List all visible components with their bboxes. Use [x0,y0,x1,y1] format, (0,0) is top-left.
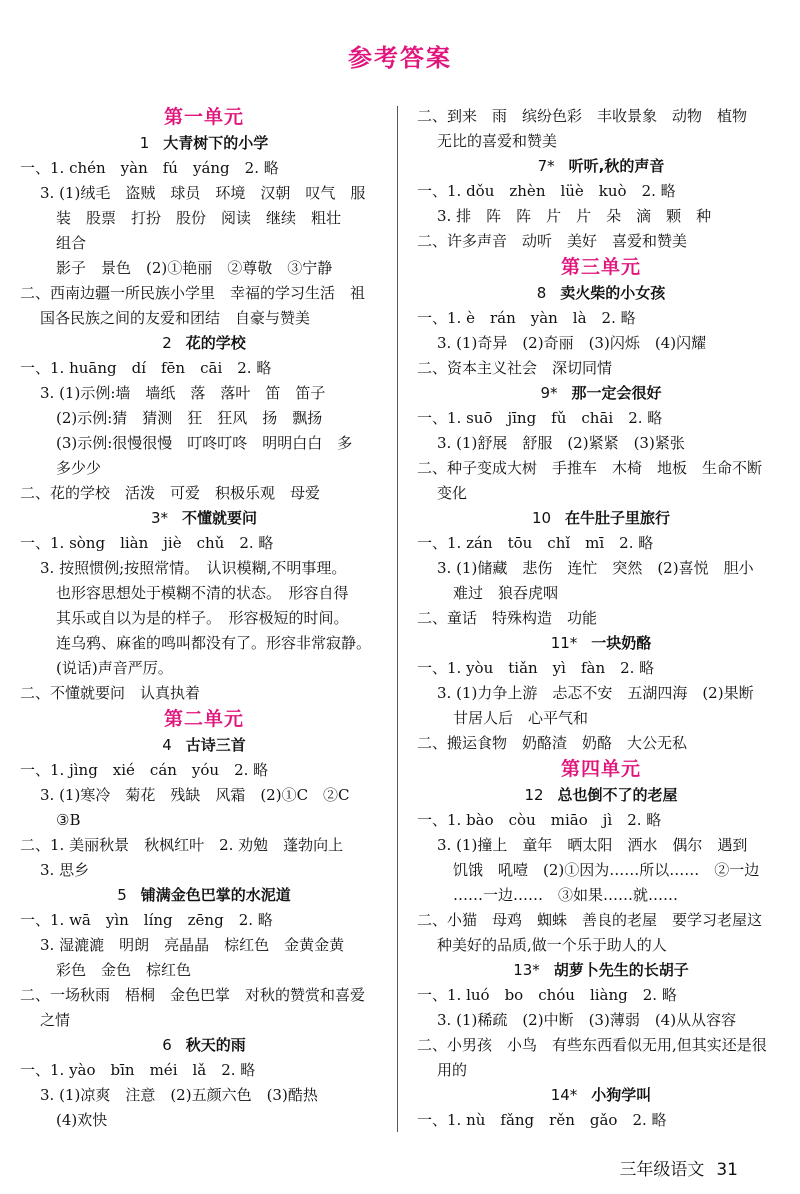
lesson-number: 14* [550,1086,578,1104]
answer-line: 二、种子变成大树 手推车 木椅 地板 生命不断 [417,459,763,477]
answer-line: ③B [56,811,81,829]
answer-line: 二、1. 美丽秋景 秋枫红叶 2. 劝勉 蓬勃向上 [20,836,344,854]
answer-line: 影子 景色 (2)①艳丽 ②尊敬 ③宁静 [56,259,333,277]
answer-line: 一、1. nù fǎng rěn gǎo 2. 略 [417,1111,667,1129]
lesson-number: 12 [524,786,544,804]
lesson-heading [417,154,785,179]
lesson-heading [417,783,785,808]
answer-line: ……一边…… ③如果……就…… [453,886,679,904]
answer-line: 一、1. dǒu zhèn lüè kuò 2. 略 [417,182,676,200]
lesson-heading [417,381,785,406]
answer-line: 3. (1)凉爽 注意 (2)五颜六色 (3)酷热 [40,1086,318,1104]
answer-line: 3. (1)撞上 童年 晒太阳 洒水 偶尔 遇到 [437,836,748,854]
lesson-title: 听听,秋的声音 [568,157,665,175]
answer-line: 甘居人后 心平气和 [453,709,589,727]
answer-line: 二、小猫 母鸡 蜘蛛 善良的老屋 要学习老屋这 [417,911,763,929]
answer-line: 3. (1)奇异 (2)奇丽 (3)闪烁 (4)闪耀 [437,334,707,352]
answer-line: 二、到来 雨 缤纷色彩 丰收景象 动物 植物 [417,107,748,125]
lesson-title: 一块奶酪 [591,634,652,652]
answer-line: (2)示例:猜 猜测 狂 狂风 扬 飘扬 [56,409,323,427]
lesson-heading [20,883,388,908]
lesson-heading [20,1033,388,1058]
answer-line: 一、1. chén yàn fú yáng 2. 略 [20,159,279,177]
lesson-heading [417,1083,785,1108]
unit-heading: 第一单元 [163,106,244,128]
answer-line: 无比的喜爱和赞美 [437,132,558,150]
column-divider [397,106,398,1132]
lesson-heading [20,733,388,758]
answer-line: 一、1. suō jīng fǔ chāi 2. 略 [417,409,663,427]
answer-line: 难过 狼吞虎咽 [453,584,559,602]
lesson-title: 花的学校 [185,334,246,352]
lesson-title: 秋天的雨 [185,1036,246,1054]
unit-heading: 第四单元 [560,758,641,780]
answer-line: 变化 [437,484,468,502]
answer-line: 3. (1)稀疏 (2)中断 (3)薄弱 (4)从从容容 [437,1011,737,1029]
lesson-title: 胡萝卜先生的长胡子 [553,961,689,979]
answer-line: 3. (1)储藏 悲伤 连忙 突然 (2)喜悦 胆小 [437,559,754,577]
answer-line: 3. (1)寒冷 菊花 残缺 风霜 (2)①C ②C [40,786,350,804]
answer-line: 二、西南边疆一所民族小学里 幸福的学习生活 祖 [20,284,366,302]
answer-line: 二、一场秋雨 梧桐 金色巴掌 对秋的赞赏和喜爱 [20,986,366,1004]
lesson-number: 5 [117,886,127,904]
answer-line: 一、1. è rán yàn là 2. 略 [417,309,636,327]
answer-line: 一、1. yào bīn méi lǎ 2. 略 [20,1061,256,1079]
lesson-number: 1 [139,134,150,152]
answer-line: 也形容思想处于模糊不清的状态。 形容自得 [56,584,349,602]
lesson-number: 4 [162,736,172,754]
answer-line: 其乐或自以为是的样子。 形容极短的时间。 [56,609,349,627]
lesson-heading [417,506,785,531]
answer-line: 3. 湿漉漉 明朗 亮晶晶 棕红色 金黄金黄 [40,936,345,954]
answer-line: 一、1. bào còu miāo jì 2. 略 [417,811,662,829]
answer-line: 二、花的学校 活泼 可爱 积极乐观 母爱 [20,484,321,502]
lesson-number: 7* [537,157,555,175]
answer-line: 3. 按照惯例;按照常情。 认识模糊,不明事理。 [40,559,347,577]
answer-line: 装 股票 打扮 股份 阅读 继续 粗壮 [56,209,342,227]
page-title: 参考答案 [348,44,452,72]
page-number: 31 [716,1160,738,1180]
unit-heading: 第二单元 [163,708,244,730]
answer-line: 饥饿 吼噎 (2)①因为……所以…… ②一边 [453,861,760,879]
lesson-number: 2 [162,334,172,352]
answer-line: 一、1. luó bo chóu liàng 2. 略 [417,986,677,1004]
answer-line: 一、1. zán tōu chǐ mī 2. 略 [417,534,654,552]
answer-line: 3. (1)舒展 舒服 (2)紧紧 (3)紧张 [437,434,685,452]
lesson-title: 在牛肚子里旅行 [565,509,671,527]
lesson-title: 不懂就要问 [182,509,258,527]
lesson-title: 总也倒不了的老屋 [557,786,678,804]
answer-line: 种美好的品质,做一个乐于助人的人 [437,936,667,954]
answer-line: (3)示例:很慢很慢 叮咚叮咚 明明白白 多 [56,434,353,452]
lesson-heading [20,506,388,531]
lesson-heading [417,958,785,983]
unit-heading: 第三单元 [560,256,641,278]
answer-line: 二、不懂就要问 认真执着 [20,684,201,702]
answer-line: 组合 [56,234,87,252]
answer-line: (说话)声音严厉。 [56,659,173,677]
answer-line: (4)欢快 [56,1111,108,1129]
answer-line: 国各民族之间的友爱和团结 自豪与赞美 [40,309,311,327]
answer-line: 连乌鸦、麻雀的鸣叫都没有了。形容非常寂静。 [56,634,372,652]
lesson-title: 卖火柴的小女孩 [560,284,666,302]
lesson-number: 8 [536,284,547,302]
answer-line: 多少少 [56,459,102,477]
answer-line: 一、1. wā yìn líng zēng 2. 略 [20,911,273,929]
right-column [417,104,785,1133]
answer-line: 3. 排 阵 阵 片 片 朵 滴 颗 种 [437,207,712,225]
answer-line: 二、童话 特殊构造 功能 [417,609,598,627]
answer-line: 彩色 金色 棕红色 [56,961,192,979]
lesson-title: 那一定会很好 [571,384,662,402]
lesson-number: 3* [150,509,169,527]
answer-line: 二、搬运食物 奶酪渣 奶酪 大公无私 [417,734,688,752]
lesson-heading [20,131,388,156]
answer-line: 3. (1)力争上游 忐忑不安 五湖四海 (2)果断 [437,684,754,702]
lesson-title: 铺满金色巴掌的水泥道 [140,886,291,904]
lesson-title: 小狗学叫 [591,1086,652,1104]
lesson-number: 6 [162,1036,172,1054]
lesson-title: 古诗三首 [185,736,246,754]
lesson-number: 13* [513,961,540,979]
answer-line: 二、资本主义社会 深切同情 [417,359,613,377]
answer-line: 一、1. jìng xié cán yóu 2. 略 [20,761,269,779]
lesson-title: 大青树下的小学 [163,134,269,152]
lesson-number: 10 [531,509,552,527]
lesson-heading [417,631,785,656]
answer-line: 3. (1)绒毛 盗贼 球员 环境 汉朝 叹气 服 [40,184,366,202]
left-column [20,104,388,1133]
answer-line: 一、1. huāng dí fēn cāi 2. 略 [20,359,272,377]
page-footer [619,1155,738,1180]
answer-line: 一、1. sòng liàn jiè chǔ 2. 略 [20,534,274,552]
answer-line: 3. 思乡 [40,861,90,879]
lesson-number: 9* [540,384,558,402]
answer-line: 3. (1)示例:墙 墙纸 落 落叶 笛 笛子 [40,384,326,402]
lesson-heading [20,331,388,356]
answer-line: 之情 [40,1011,71,1029]
lesson-number: 11* [550,634,578,652]
answer-line: 二、小男孩 小鸟 有些东西看似无用,但其实还是很 [417,1036,767,1054]
footer-label: 三年级语文 [619,1160,705,1180]
lesson-heading [417,281,785,306]
answer-line: 一、1. yòu tiǎn yì fàn 2. 略 [417,659,655,677]
answer-line: 用的 [437,1061,468,1079]
answer-line: 二、许多声音 动听 美好 喜爱和赞美 [417,232,688,250]
